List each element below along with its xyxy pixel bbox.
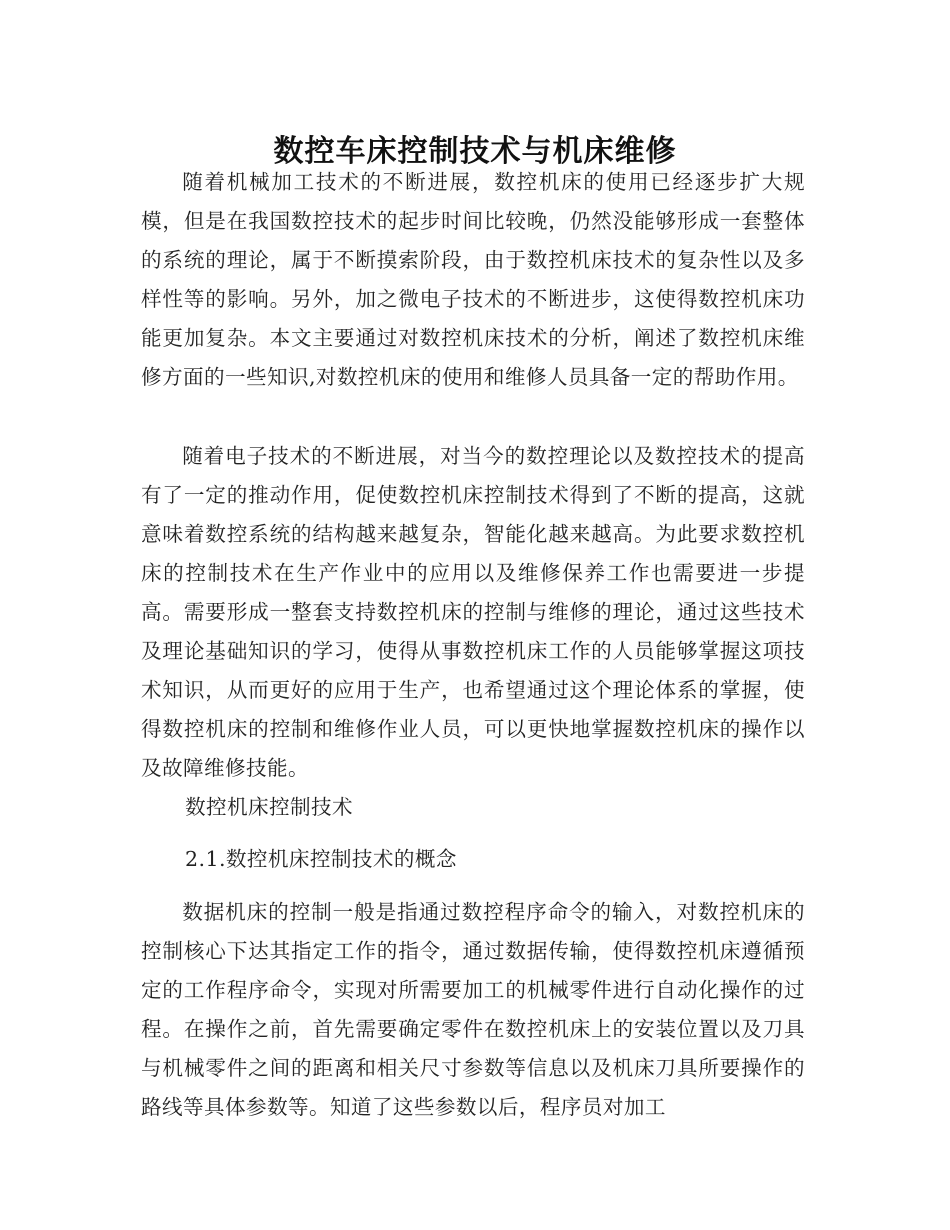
paragraph-2: 随着电子技术的不断进展，对当今的数控理论以及数控技术的提高有了一定的推动作用，促使数控机床控制技术得到了不断的提高，这就意味着数控系统的结构越来越复杂，智能化越来越高。为此要求数控机床的控制技术在生产作业中的应用以及维修保养工作也需要进一步提高。需要形成一整套支持数控机床的控制与维修的理论，通过这些技术及理论基础知识的学习，使得从事数控机床工作的人员能够掌握这项技术知识，从而更好的应用于生产，也希望通过这个理论体系的掌握，使得数控机床的控制和维修作业人员，可以更快地掌握数控机床的操作以及故障维修技能。 bbox=[141, 444, 805, 780]
section-heading: 数控机床控制技术 bbox=[185, 795, 353, 819]
paragraph-3: 数据机床的控制一般是指通过数控程序命令的输入，对数控机床的控制核心下达其指定工作的指令，通过数据传输，使得数控机床遵循预定的工作程序命令，实现对所需要加工的机械零件进行自动化操作的过程。在操作之前，首先需要确定零件在数控机床上的安装位置以及刀具与机械零件之间的距离和相关尺寸参数等信息以及机床刀具所要操作的路线等具体参数等。知道了这些参数以后，程序员对加工 bbox=[141, 900, 805, 1119]
subsection-heading: 2.1.数控机床控制技术的概念 bbox=[185, 847, 457, 871]
paragraph-1: 随着机械加工技术的不断进展，数控机床的使用已经逐步扩大规模，但是在我国数控技术的起步时间比较晚，仍然没能够形成一套整体的系统的理论，属于不断摸索阶段，由于数控机床技术的复杂性以及多样性等的影响。另外，加之微电子技术的不断进步，这使得数控机床功能更加复杂。本文主要通过对数控机床技术的分析，阐述了数控机床维修方面的一些知识,对数控机床的使用和维修人员具备一定的帮助作用。 bbox=[141, 170, 805, 389]
document-title: 数控车床控制技术与机床维修 bbox=[273, 134, 677, 170]
